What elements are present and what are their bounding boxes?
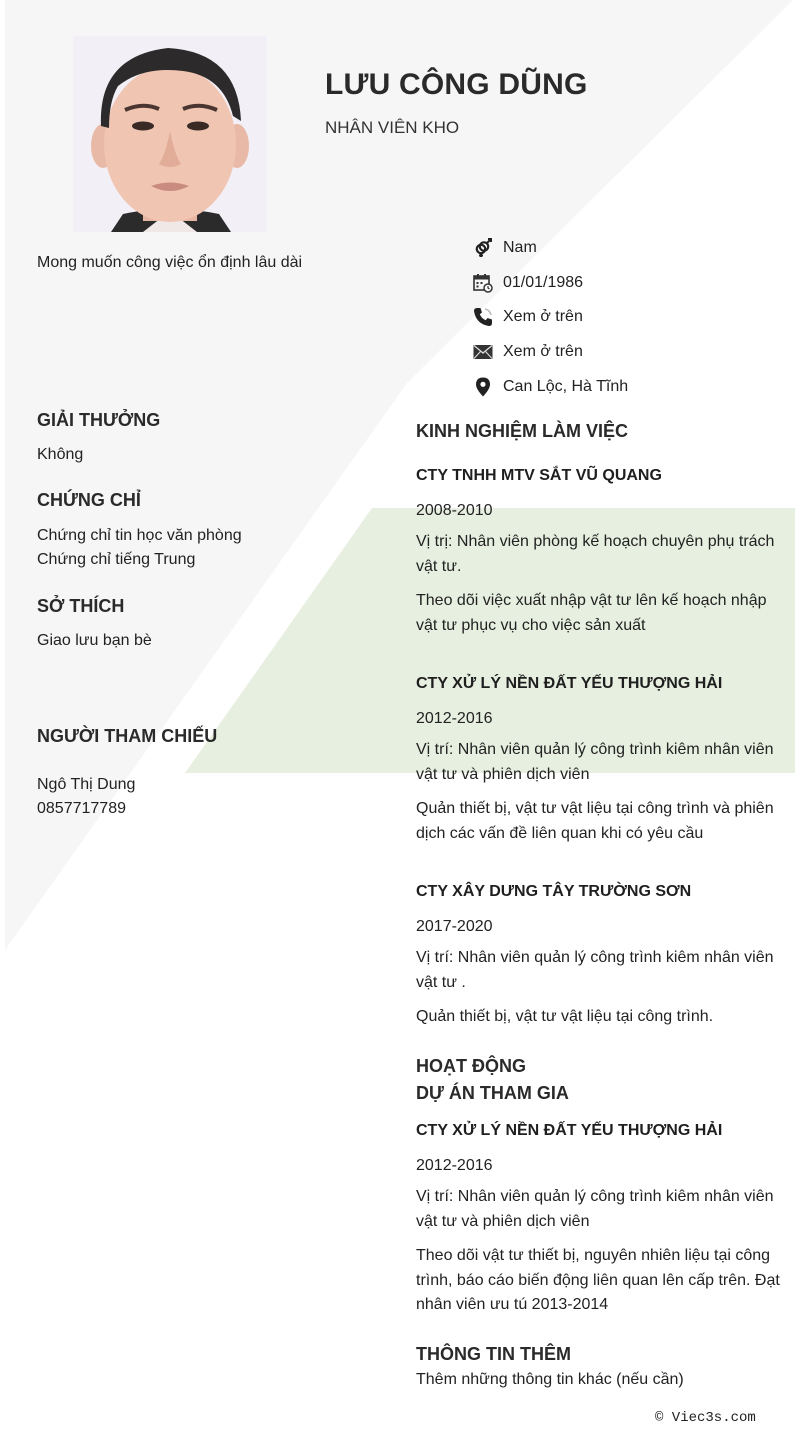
- certificate-item: Chứng chỉ tiếng Trung: [37, 551, 196, 568]
- work-period: 2012-2016: [416, 710, 493, 727]
- contact-birthdate: [472, 266, 772, 301]
- birthdate-value: 01/01/1986: [503, 273, 584, 291]
- hobby-item: Giao lưu bạn bè: [37, 632, 152, 649]
- extra-info-body: Thêm những thông tin khác (nếu cần): [416, 1371, 684, 1388]
- certificates-title: CHỨNG CHỈ: [37, 490, 141, 510]
- email-value: Xem ở trên: [503, 343, 583, 361]
- job-title: NHÂN VIÊN KHO: [325, 118, 460, 137]
- references-body: [37, 773, 135, 821]
- contact-gender: [472, 231, 772, 266]
- company-name: CTY TNHH MTV SẮT VŨ QUANG: [416, 467, 662, 484]
- extra-info-title: THÔNG TIN THÊM: [416, 1344, 571, 1364]
- job-description: Quản thiết bị, vật tư vật liệu tại công trình và phiên dịch các vấn đề liên quan khi có yêu cầu: [416, 800, 774, 842]
- gender-icon: [472, 237, 494, 259]
- activities-title-line2: DỰ ÁN THAM GIA: [416, 1083, 569, 1103]
- activity-item: [416, 1122, 786, 1318]
- position: Vị trí: Nhân viên quản lý công trình kiêm nhân viên vật tư .: [416, 949, 774, 991]
- job-description: Quản thiết bị, vật tư vật liệu tại công trình.: [416, 1008, 714, 1025]
- copyright-footer: © Viec3s.com: [655, 1410, 756, 1426]
- experience-item: [416, 675, 786, 846]
- job-description: Theo dõi việc xuất nhập vật tư lên kế hoạch nhập vật tư phục vụ cho việc sản xuất: [416, 592, 767, 634]
- activity-description: Theo dõi vật tư thiết bị, nguyên nhiên liệu tại công trình, báo cáo biến động liên quan lên cấp trên. Đạt nhân viên ưu tú 2013-2014: [416, 1247, 780, 1313]
- company-name: CTY XỬ LÝ NỀN ĐẤT YẾU THƯỢNG HẢI: [416, 1122, 723, 1139]
- calendar-icon: [472, 272, 494, 294]
- position: Vị trị: Nhân viên phòng kế hoạch chuyên phụ trách vật tư.: [416, 533, 775, 575]
- certificate-item: Chứng chỉ tin học văn phòng: [37, 527, 242, 544]
- activity-period: 2012-2016: [416, 1157, 493, 1174]
- work-period: 2008-2010: [416, 502, 493, 519]
- position: Vị trí: Nhân viên quản lý công trình kiêm nhân viên vật tư và phiên dịch viên: [416, 1188, 774, 1230]
- company-name: CTY XÂY DƯNG TÂY TRƯỜNG SƠN: [416, 883, 692, 900]
- awards-title: GIẢI THƯỞNG: [37, 410, 161, 430]
- position: Vị trí: Nhân viên quản lý công trình kiêm nhân viên vật tư và phiên dịch viên: [416, 741, 774, 783]
- phone-value: Xem ở trên: [503, 308, 583, 326]
- portrait-icon: [73, 36, 267, 232]
- hobbies-body: [37, 629, 152, 653]
- envelope-icon: [472, 341, 494, 363]
- career-objective: Mong muốn công việc ổn định lâu dài: [37, 254, 303, 271]
- profile-photo: [73, 36, 267, 232]
- activities-title-line1: HOẠT ĐỘNG: [416, 1056, 526, 1076]
- award-item: Không: [37, 446, 84, 463]
- work-period: 2017-2020: [416, 918, 493, 935]
- phone-icon: [472, 306, 494, 328]
- activities-title: [416, 1053, 786, 1107]
- map-pin-icon: [472, 376, 494, 398]
- experience-title: KINH NGHIỆM LÀM VIỆC: [416, 421, 629, 441]
- contact-email: [472, 335, 772, 370]
- address-value: Can Lộc, Hà Tĩnh: [503, 377, 629, 395]
- reference-phone: 0857717789: [37, 800, 126, 817]
- experience-item: [416, 467, 786, 638]
- reference-name: Ngô Thị Dung: [37, 776, 136, 793]
- contact-address: [472, 369, 772, 404]
- contact-phone: [472, 300, 772, 335]
- gender-value: Nam: [503, 239, 537, 257]
- references-title: NGƯỜI THAM CHIẾU: [37, 726, 218, 746]
- experience-item: [416, 883, 786, 1030]
- hobbies-title: SỞ THÍCH: [37, 596, 125, 616]
- awards-body: [37, 443, 83, 467]
- contact-info: [472, 231, 772, 404]
- certificates-body: [37, 524, 242, 572]
- candidate-name: LƯU CÔNG DŨNG: [325, 68, 588, 101]
- company-name: CTY XỬ LÝ NỀN ĐẤT YẾU THƯỢNG HẢI: [416, 675, 723, 692]
